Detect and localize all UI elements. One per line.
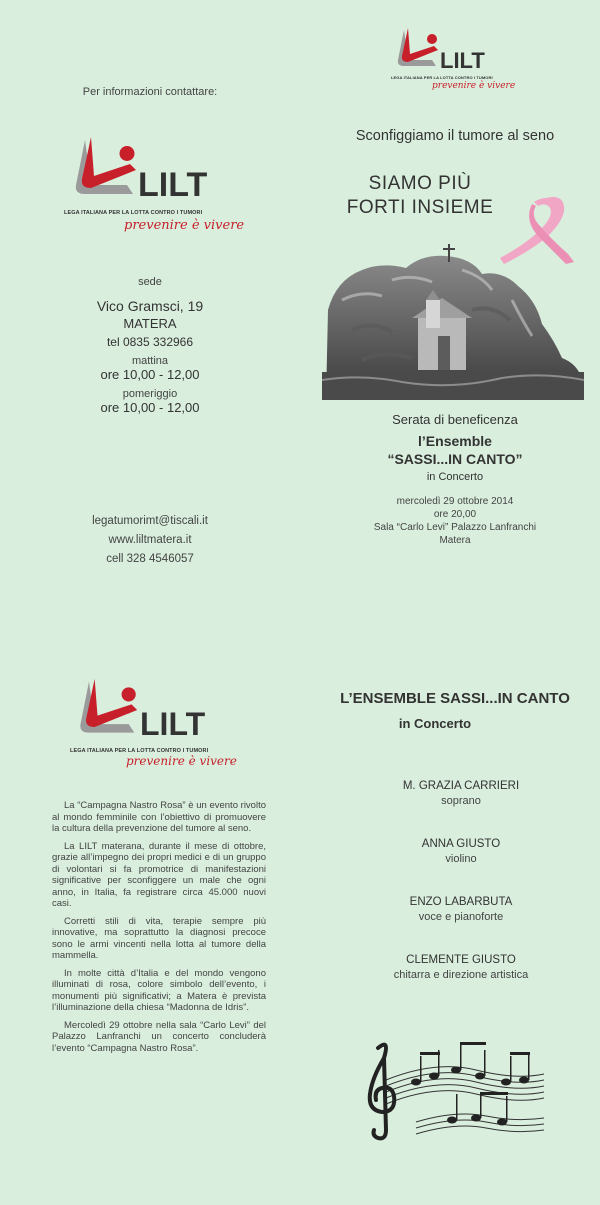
headline-line1: SIAMO PIÙ xyxy=(368,173,472,194)
performer xyxy=(330,896,592,923)
address-city: MATERA xyxy=(123,316,177,331)
slogan: Sconfiggiamo il tumore al seno xyxy=(355,128,555,144)
performer-name: ENZO LABARBUTA xyxy=(409,896,513,908)
lilt-logo-top-right xyxy=(388,26,528,96)
paragraph: In molte città d’Italia e del mondo vengono illuminati di rosa, colore simbolo dell’evento, i monumenti più significativi; a Matera è prevista l’illuminazione della chiesa “Madonna de Idris”. xyxy=(52,967,266,1013)
ensemble-line2: “SASSI...IN CANTO” xyxy=(387,451,523,467)
ensemble-title: L’ENSEMBLE SASSI...IN CANTO xyxy=(340,690,570,707)
lilt-mark-icon xyxy=(388,26,444,74)
phone: tel 0835 332966 xyxy=(106,335,194,349)
logo-tagline: prevenire è vivere xyxy=(432,81,516,91)
performer xyxy=(330,838,592,865)
paragraph: Corretti stili di vita, terapie sempre più innovative, ma soprattutto la diagnosi precoce sono le armi vincenti nella lotta al tumore della mammella. xyxy=(52,915,266,961)
performer xyxy=(330,780,592,807)
address-street: Vico Gramsci, 19 xyxy=(96,298,204,314)
campaign-description xyxy=(52,800,266,1060)
performer-role: soprano xyxy=(441,795,481,807)
event-city: Matera xyxy=(439,535,471,546)
logo-subtitle: LEGA ITALIANA PER LA LOTTA CONTRO I TUMORI xyxy=(64,210,203,216)
logo-wordmark: LILT xyxy=(440,48,485,73)
cell-phone: cell 328 4546057 xyxy=(106,553,194,565)
concert-label: in Concerto xyxy=(426,471,484,483)
event-date: mercoledì 29 ottobre 2014 xyxy=(396,496,514,507)
afternoon-hours: ore 10,00 - 12,00 xyxy=(100,400,200,415)
performer-role: chitarra e direzione artistica xyxy=(393,969,529,981)
logo-wordmark: LILT xyxy=(138,166,208,204)
lilt-mark-icon xyxy=(60,134,146,206)
email-link[interactable]: legatumorimt@tiscali.it xyxy=(92,515,208,527)
event-time: ore 20,00 xyxy=(433,509,477,520)
afternoon-label: pomeriggio xyxy=(122,388,178,400)
headline-line2: FORTI INSIEME xyxy=(346,197,494,218)
paragraph: La LILT materana, durante il mese di ottobre, grazie all’impegno dei propri medici e di un gruppo di volontari si fa promotrice di manifestazioni significative per sconfiggere un male che ogni anno, in Italia, fa registrare circa 45.000 nuovi casi. xyxy=(52,840,266,909)
performer xyxy=(330,954,592,981)
performer-name: M. GRAZIA CARRIERI xyxy=(402,780,520,792)
lilt-mark-icon xyxy=(66,676,146,744)
logo-tagline: prevenire è vivere xyxy=(124,218,245,233)
logo-wordmark: LILT xyxy=(140,706,206,742)
church-rock-image xyxy=(322,240,584,400)
logo-subtitle: LEGA ITALIANA PER LA LOTTA CONTRO I TUMORI xyxy=(70,748,209,754)
logo-subtitle: LEGA ITALIANA PER LA LOTTA CONTRO I TUMORI xyxy=(391,75,493,80)
morning-hours: ore 10,00 - 12,00 xyxy=(100,367,200,382)
logo-tagline: prevenire è vivere xyxy=(126,754,237,768)
website-link[interactable]: www.liltmatera.it xyxy=(108,534,192,546)
lilt-logo-left-bottom xyxy=(66,676,266,786)
morning-label: mattina xyxy=(131,355,169,367)
music-notes-icon xyxy=(356,1030,546,1146)
event-venue: Sala “Carlo Levi” Palazzo Lanfranchi xyxy=(373,522,537,533)
performer-role: violino xyxy=(445,853,477,865)
performer-name: CLEMENTE GIUSTO xyxy=(406,954,516,966)
lilt-logo-left-top xyxy=(60,134,260,244)
performer-role: voce e pianoforte xyxy=(418,911,504,923)
ensemble-subtitle: in Concerto xyxy=(398,716,472,731)
event-type: Serata di beneficenza xyxy=(392,412,518,427)
performer-name: ANNA GIUSTO xyxy=(421,838,501,850)
contact-heading: Per informazioni contattare: xyxy=(82,86,218,98)
ensemble-line1: l’Ensemble xyxy=(418,433,492,449)
sede-label: sede xyxy=(138,276,162,288)
paragraph: Mercoledì 29 ottobre nella sala “Carlo Levi” del Palazzo Lanfranchi un concerto concluderà l’evento “Campagna Nastro Rosa”. xyxy=(52,1019,266,1054)
paragraph: La “Campagna Nastro Rosa” è un evento rivolto al mondo femminile con l’obiettivo di promuovere la cultura della prevenzione del tumore al seno. xyxy=(52,800,266,834)
